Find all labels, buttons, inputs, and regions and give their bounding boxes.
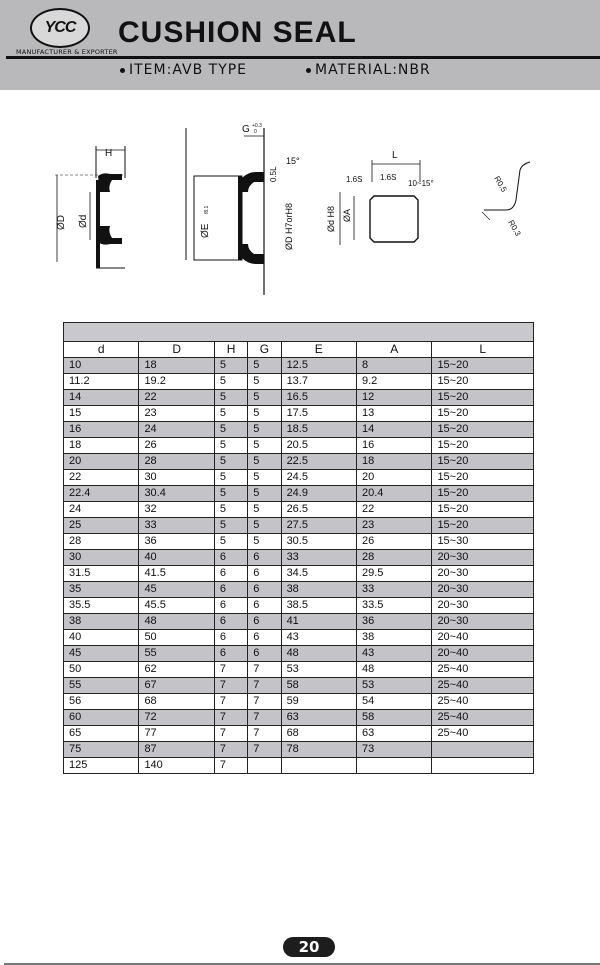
table-row — [64, 614, 534, 630]
cell-D: 140 — [139, 758, 214, 774]
cell-L: 15~20 — [432, 374, 534, 390]
cell-d: 50 — [64, 662, 139, 678]
cell-H: 5 — [214, 358, 247, 374]
dimension-table — [63, 322, 534, 774]
cell-L: 20~30 — [432, 598, 534, 614]
cell-H: 5 — [214, 374, 247, 390]
cell-d: 45 — [64, 646, 139, 662]
cell-A: 20.4 — [357, 486, 432, 502]
cell-G: 7 — [248, 742, 281, 758]
cell-L: 25~40 — [432, 662, 534, 678]
cell-H: 5 — [214, 470, 247, 486]
cell-d: 24 — [64, 502, 139, 518]
cell-E: 34.5 — [281, 566, 356, 582]
table-row — [64, 582, 534, 598]
item-text: ITEM:AVB TYPE — [129, 62, 248, 78]
page-title: CUSHION SEAL — [118, 16, 357, 49]
cell-G: 6 — [248, 566, 281, 582]
cell-D: 18 — [139, 358, 214, 374]
table-row — [64, 358, 534, 374]
cell-G — [248, 758, 281, 774]
cell-d: 28 — [64, 534, 139, 550]
technical-drawings — [0, 110, 600, 310]
table-row — [64, 710, 534, 726]
page-header — [0, 0, 600, 90]
cell-L: 15~20 — [432, 438, 534, 454]
cell-E: 63 — [281, 710, 356, 726]
dim-E-label: ØE — [200, 223, 211, 238]
cell-D: 45 — [139, 582, 214, 598]
cell-d: 125 — [64, 758, 139, 774]
cell-d: 55 — [64, 678, 139, 694]
cell-d: 35.5 — [64, 598, 139, 614]
table-row — [64, 374, 534, 390]
cell-G: 6 — [248, 646, 281, 662]
cell-d: 35 — [64, 582, 139, 598]
cell-A: 9.2 — [357, 374, 432, 390]
roughness-1: 1.6S — [346, 175, 363, 184]
roughness-2: 1.6S — [380, 173, 397, 182]
dim-G-tol-bot: 0 — [254, 129, 257, 135]
cell-H: 7 — [214, 662, 247, 678]
cell-G: 6 — [248, 582, 281, 598]
cell-H: 7 — [214, 694, 247, 710]
cell-G: 7 — [248, 726, 281, 742]
cell-d: 56 — [64, 694, 139, 710]
table-body — [64, 323, 534, 774]
table-row — [64, 486, 534, 502]
cell-G: 6 — [248, 614, 281, 630]
table-row — [64, 646, 534, 662]
cell-E — [281, 758, 356, 774]
radius-05-label: R0.5 — [492, 174, 509, 194]
cell-G: 5 — [248, 454, 281, 470]
cell-L: 15~20 — [432, 518, 534, 534]
cell-D: 30.4 — [139, 486, 214, 502]
cell-H: 6 — [214, 614, 247, 630]
cell-E: 27.5 — [281, 518, 356, 534]
cell-G: 7 — [248, 662, 281, 678]
cell-A: 12 — [357, 390, 432, 406]
dim-D-fit-label: ØD H7orH8 — [284, 202, 294, 250]
cell-A: 8 — [357, 358, 432, 374]
cell-L: 25~40 — [432, 678, 534, 694]
cell-d: 40 — [64, 630, 139, 646]
cell-H: 7 — [214, 758, 247, 774]
header-L: L — [432, 342, 534, 358]
table-row — [64, 534, 534, 550]
table-row — [64, 422, 534, 438]
radius-03-label: R0.3 — [506, 218, 523, 238]
cell-H: 6 — [214, 646, 247, 662]
company-logo — [12, 6, 118, 58]
dim-G-label: G — [242, 124, 250, 135]
table-banner — [64, 323, 534, 342]
table-row — [64, 630, 534, 646]
cell-G: 6 — [248, 598, 281, 614]
cell-d: 22 — [64, 470, 139, 486]
cell-G: 5 — [248, 390, 281, 406]
cell-L: 15~20 — [432, 470, 534, 486]
cell-H: 5 — [214, 486, 247, 502]
cell-D: 45.5 — [139, 598, 214, 614]
cell-G: 7 — [248, 710, 281, 726]
cell-E: 30.5 — [281, 534, 356, 550]
cell-E: 26.5 — [281, 502, 356, 518]
groove-angle: 10~15° — [408, 179, 434, 188]
cell-A: 53 — [357, 678, 432, 694]
cell-D: 30 — [139, 470, 214, 486]
table-row — [64, 726, 534, 742]
cell-L: 20~30 — [432, 582, 534, 598]
table-header-row — [64, 342, 534, 358]
cell-E: 24.5 — [281, 470, 356, 486]
bullet-icon — [120, 68, 125, 73]
cell-L: 25~40 — [432, 726, 534, 742]
cell-d: 75 — [64, 742, 139, 758]
cell-H: 5 — [214, 390, 247, 406]
cell-E: 78 — [281, 742, 356, 758]
seal-section-drawing — [55, 146, 125, 268]
cell-d: 60 — [64, 710, 139, 726]
cell-E: 17.5 — [281, 406, 356, 422]
table-row — [64, 438, 534, 454]
cell-H: 6 — [214, 566, 247, 582]
cell-H: 5 — [214, 534, 247, 550]
cell-D: 67 — [139, 678, 214, 694]
table-row — [64, 390, 534, 406]
cell-d: 31.5 — [64, 566, 139, 582]
cell-A: 20 — [357, 470, 432, 486]
cell-D: 22 — [139, 390, 214, 406]
cell-E: 41 — [281, 614, 356, 630]
logo-oval — [30, 8, 90, 48]
dim-dH8-label: Ød H8 — [326, 205, 336, 232]
table-row — [64, 502, 534, 518]
cell-L: 15~20 — [432, 406, 534, 422]
table-row — [64, 758, 534, 774]
cell-d: 20 — [64, 454, 139, 470]
material-text: MATERIAL:NBR — [315, 62, 431, 78]
logo-text: YCC — [44, 19, 76, 36]
cell-G: 7 — [248, 678, 281, 694]
cell-A: 28 — [357, 550, 432, 566]
cell-A: 14 — [357, 422, 432, 438]
cell-E: 12.5 — [281, 358, 356, 374]
cell-H: 6 — [214, 550, 247, 566]
cell-L: 20~30 — [432, 614, 534, 630]
cell-L: 20~30 — [432, 566, 534, 582]
cell-E: 18.5 — [281, 422, 356, 438]
installation-drawing — [186, 123, 300, 295]
cell-A: 26 — [357, 534, 432, 550]
cell-L: 20~40 — [432, 646, 534, 662]
table-row — [64, 518, 534, 534]
chamfer-label: 0.5L — [269, 166, 278, 182]
cell-E: 20.5 — [281, 438, 356, 454]
cell-H: 5 — [214, 454, 247, 470]
dim-H-label: H — [105, 148, 113, 159]
cell-D: 87 — [139, 742, 214, 758]
cell-A: 73 — [357, 742, 432, 758]
cell-A: 38 — [357, 630, 432, 646]
header-A: A — [357, 342, 432, 358]
cell-L: 15~20 — [432, 422, 534, 438]
cell-L: 15~20 — [432, 390, 534, 406]
angle-label: 15° — [286, 156, 300, 166]
cell-L: 15~20 — [432, 502, 534, 518]
cell-A: 18 — [357, 454, 432, 470]
cell-D: 23 — [139, 406, 214, 422]
cell-H: 5 — [214, 406, 247, 422]
cell-E: 43 — [281, 630, 356, 646]
cell-D: 77 — [139, 726, 214, 742]
cell-d: 15 — [64, 406, 139, 422]
dim-L-label: L — [392, 150, 398, 161]
cell-D: 68 — [139, 694, 214, 710]
table-row — [64, 598, 534, 614]
table-row — [64, 662, 534, 678]
cell-H: 5 — [214, 438, 247, 454]
cell-D: 72 — [139, 710, 214, 726]
cell-A: 43 — [357, 646, 432, 662]
table-row — [64, 406, 534, 422]
cell-A: 58 — [357, 710, 432, 726]
cell-G: 5 — [248, 438, 281, 454]
dim-D-label: ØD — [56, 215, 67, 230]
cell-L — [432, 742, 534, 758]
table-row — [64, 678, 534, 694]
cell-E: 58 — [281, 678, 356, 694]
cell-A: 54 — [357, 694, 432, 710]
maker-text: MANUFACTURER & EXPORTER — [16, 48, 118, 56]
cell-L: 25~40 — [432, 694, 534, 710]
cell-D: 24 — [139, 422, 214, 438]
cell-H: 5 — [214, 518, 247, 534]
cell-E: 38.5 — [281, 598, 356, 614]
cell-G: 5 — [248, 486, 281, 502]
cell-L: 25~40 — [432, 710, 534, 726]
page-number: 20 — [283, 937, 335, 957]
cell-A: 36 — [357, 614, 432, 630]
cell-H: 7 — [214, 742, 247, 758]
cell-d: 16 — [64, 422, 139, 438]
item-label — [120, 62, 247, 78]
cell-E: 38 — [281, 582, 356, 598]
cell-D: 50 — [139, 630, 214, 646]
cell-L: 20~40 — [432, 630, 534, 646]
radius-detail-drawing — [482, 162, 530, 238]
table-row — [64, 566, 534, 582]
cell-D: 41.5 — [139, 566, 214, 582]
cell-G: 5 — [248, 374, 281, 390]
cell-E: 13.7 — [281, 374, 356, 390]
cell-H: 6 — [214, 630, 247, 646]
cell-D: 32 — [139, 502, 214, 518]
dim-E-fit: f8.1 — [204, 205, 210, 214]
cell-H: 7 — [214, 710, 247, 726]
cell-A: 48 — [357, 662, 432, 678]
cell-D: 62 — [139, 662, 214, 678]
header-E: E — [281, 342, 356, 358]
cell-D: 36 — [139, 534, 214, 550]
header-D: D — [139, 342, 214, 358]
cell-H: 7 — [214, 726, 247, 742]
cell-L: 15~20 — [432, 454, 534, 470]
cell-d: 11.2 — [64, 374, 139, 390]
cell-E: 48 — [281, 646, 356, 662]
cell-H: 5 — [214, 422, 247, 438]
cell-D: 26 — [139, 438, 214, 454]
header-H: H — [214, 342, 247, 358]
cell-G: 5 — [248, 422, 281, 438]
cell-d: 14 — [64, 390, 139, 406]
cell-L: 15~20 — [432, 486, 534, 502]
cell-D: 19.2 — [139, 374, 214, 390]
cell-H: 5 — [214, 502, 247, 518]
cell-A — [357, 758, 432, 774]
cell-G: 5 — [248, 518, 281, 534]
cell-A: 33 — [357, 582, 432, 598]
cell-E: 24.9 — [281, 486, 356, 502]
dim-A-label: ØA — [342, 208, 352, 222]
cell-E: 53 — [281, 662, 356, 678]
cell-D: 40 — [139, 550, 214, 566]
table-row — [64, 742, 534, 758]
cell-A: 22 — [357, 502, 432, 518]
cell-A: 23 — [357, 518, 432, 534]
cell-A: 16 — [357, 438, 432, 454]
dim-G-tol-top: +0.3 — [252, 123, 262, 129]
cell-d: 65 — [64, 726, 139, 742]
table-row — [64, 454, 534, 470]
cell-d: 10 — [64, 358, 139, 374]
cell-d: 25 — [64, 518, 139, 534]
cell-L: 20~30 — [432, 550, 534, 566]
dim-d-label: Ød — [78, 214, 89, 228]
material-label — [306, 62, 431, 78]
cell-G: 5 — [248, 502, 281, 518]
cell-d: 38 — [64, 614, 139, 630]
cell-G: 5 — [248, 470, 281, 486]
cell-E: 22.5 — [281, 454, 356, 470]
table-banner-row — [64, 323, 534, 342]
cell-E: 59 — [281, 694, 356, 710]
cell-D: 28 — [139, 454, 214, 470]
cell-D: 33 — [139, 518, 214, 534]
cell-d: 22.4 — [64, 486, 139, 502]
cell-E: 33 — [281, 550, 356, 566]
bullet-icon — [306, 68, 311, 73]
cell-D: 55 — [139, 646, 214, 662]
cell-G: 5 — [248, 406, 281, 422]
cell-d: 30 — [64, 550, 139, 566]
cell-E: 68 — [281, 726, 356, 742]
cell-A: 13 — [357, 406, 432, 422]
header-G: G — [248, 342, 281, 358]
cell-G: 6 — [248, 630, 281, 646]
cell-G: 5 — [248, 534, 281, 550]
cell-G: 6 — [248, 550, 281, 566]
table-row — [64, 694, 534, 710]
cell-L: 15~20 — [432, 358, 534, 374]
cell-E: 16.5 — [281, 390, 356, 406]
cell-D: 48 — [139, 614, 214, 630]
cell-A: 63 — [357, 726, 432, 742]
groove-drawing — [326, 150, 434, 245]
cell-H: 7 — [214, 678, 247, 694]
cell-H: 6 — [214, 582, 247, 598]
header-rule — [6, 56, 600, 59]
cell-A: 33.5 — [357, 598, 432, 614]
header-d: d — [64, 342, 139, 358]
cell-H: 6 — [214, 598, 247, 614]
cell-L — [432, 758, 534, 774]
table-row — [64, 470, 534, 486]
cell-G: 7 — [248, 694, 281, 710]
cell-G: 5 — [248, 358, 281, 374]
cell-d: 18 — [64, 438, 139, 454]
table-row — [64, 550, 534, 566]
cell-L: 15~30 — [432, 534, 534, 550]
cell-A: 29.5 — [357, 566, 432, 582]
